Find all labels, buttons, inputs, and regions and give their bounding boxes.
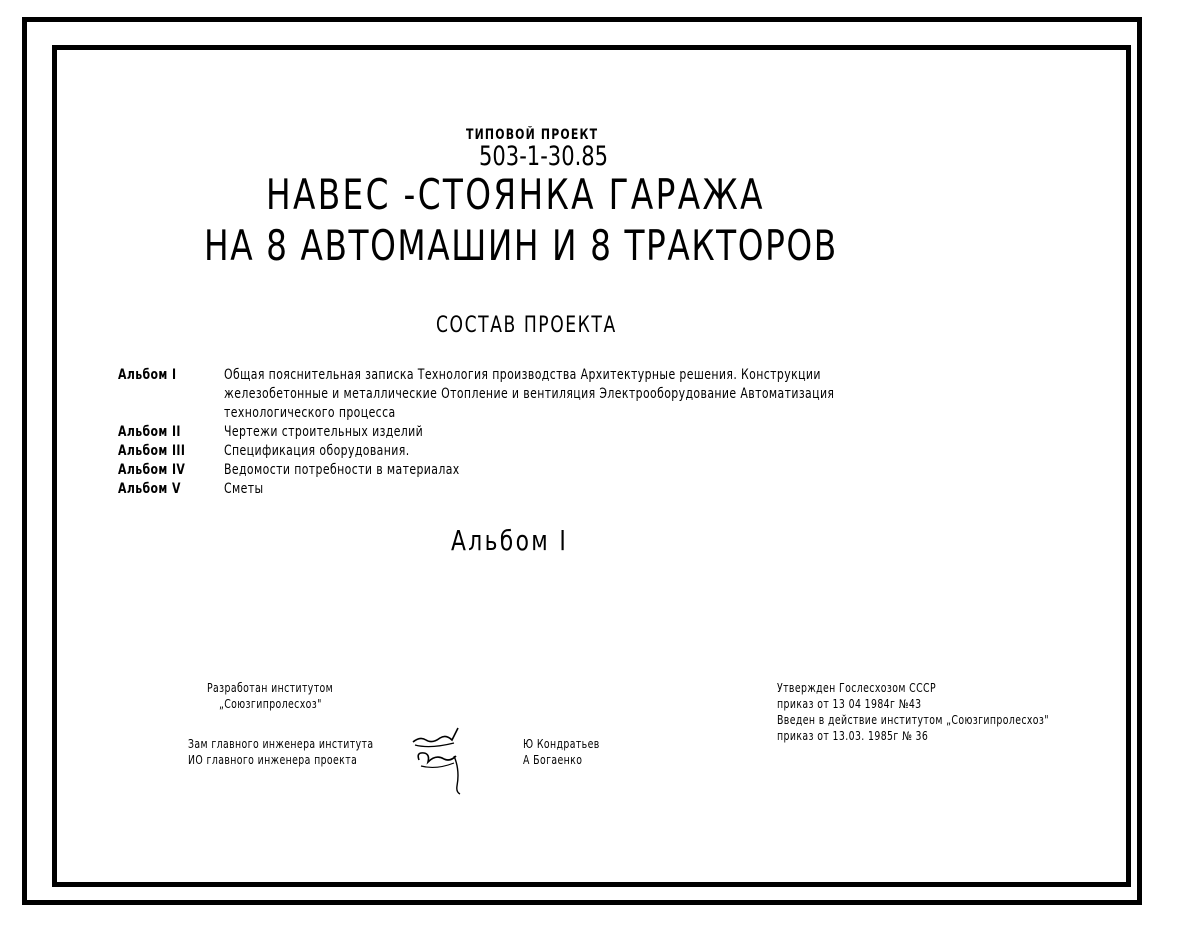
approval-line1: Утвержден Гослесхозом СССР: [777, 681, 936, 695]
album-1-desc-line3: технологического процесса: [224, 405, 396, 421]
album-5-label: Альбом V: [118, 481, 181, 497]
project-number: 503-1-30.85: [479, 141, 609, 172]
approval-line4: приказ от 13.03. 1985г № 36: [777, 729, 929, 743]
project-title-line1: НАВЕС -СТОЯНКА ГАРАЖА: [266, 170, 765, 219]
developer-line1: Разработан институтом: [207, 681, 334, 695]
signature-role-2: ИО главного инженера проекта: [188, 753, 358, 767]
signature-1-image: [410, 726, 470, 796]
album-5-desc: Сметы: [224, 481, 264, 497]
album-1-desc-line1: Общая пояснительная записка Технология производства Архитектурные решения. Конструкции: [224, 367, 821, 383]
album-3-label: Альбом III: [118, 443, 186, 459]
album-3-desc: Спецификация оборудования.: [224, 443, 410, 459]
project-title-line2: НА 8 АВТОМАШИН И 8 ТРАКТОРОВ: [204, 221, 838, 270]
approval-line3: Введен в действие институтом „Союзгипролесхоз": [777, 713, 1049, 727]
album-2-desc: Чертежи строительных изделий: [224, 424, 424, 440]
album-4-label: Альбом IV: [118, 462, 186, 478]
current-album-title: Альбом I: [451, 524, 569, 557]
album-2-label: Альбом II: [118, 424, 181, 440]
album-4-desc: Ведомости потребности в материалах: [224, 462, 460, 478]
composition-heading: СОСТАВ ПРОЕКТА: [436, 313, 617, 338]
signature-name-2: А Богаенко: [523, 753, 583, 767]
signature-role-1: Зам главного инженера института: [188, 737, 374, 751]
album-1-label: Альбом I: [118, 367, 177, 383]
project-subtitle: ТИПОВОЙ ПРОЕКТ: [466, 127, 599, 143]
approval-line2: приказ от 13 04 1984г №43: [777, 697, 922, 711]
signature-name-1: Ю Кондратьев: [523, 737, 600, 751]
developer-line2: „Союзгипролесхоз": [219, 697, 322, 711]
album-1-desc-line2: железобетонные и металлические Отопление и вентиляция Электрооборудование Автоматизация: [224, 386, 835, 402]
